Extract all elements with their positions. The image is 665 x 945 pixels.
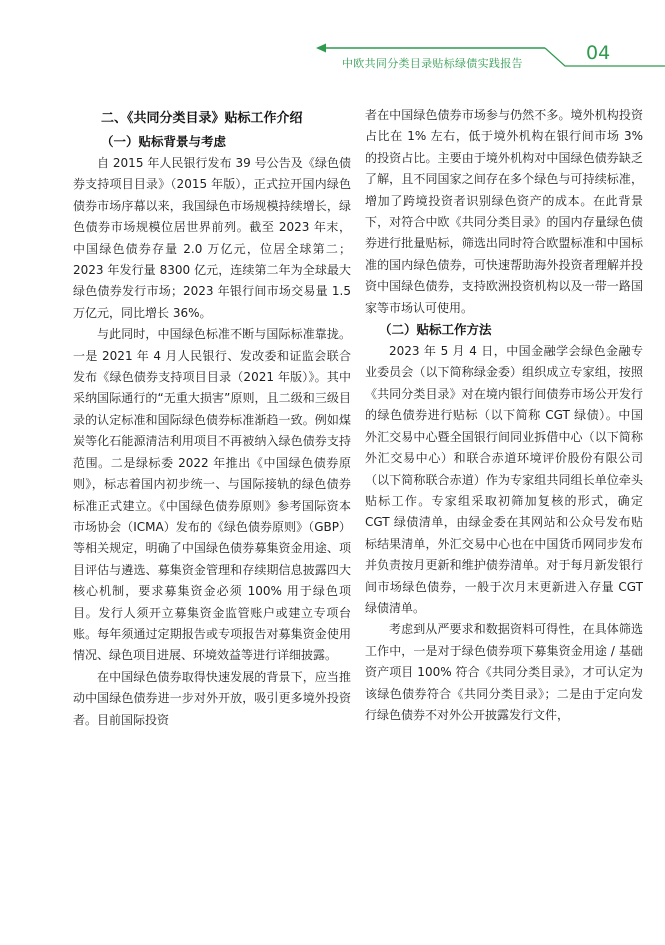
running-header-title: 中欧共同分类目录贴标绿债实践报告 bbox=[342, 57, 523, 70]
header-decoration bbox=[0, 0, 665, 90]
body-paragraph: 与此同时，中国绿色标准不断与国际标准靠拢。一是 2021 年 4 月人民银行、发改委和证监会联合发布《绿色债券支持项目目录（2021 年版）》。其中采纳国际通行的“无重大损害”原则，且二级和三级目录的认定标准和国际绿色债券标准渐趋一致。例如煤炭等化石能源清洁利用项目不再被纳入绿色债券支持范围。二是绿标委 2022 年推出《中国绿色债券原则》，标志着国内初步统一、与国际接轨的绿色债券标准正式建立。《中国绿色债券原则》参考国际资本市场协会（ICMA）发布的《绿色债券原则》（GBP）等相关规定，明确了中国绿色债券募集资金用途、项目评估与遴选、募集资金管理和存续期信息披露四大核心机制，要求募集资金必须 100% 用于绿色项目。发行人须开立募集资金监管账户或建立专项台账。每年须通过定期报告或专项报告对募集资金使用情况、绿色项目进展、环境效益等进行详细披露。 bbox=[73, 327, 351, 663]
body-paragraph: 2023 年 5 月 4 日，中国金融学会绿色金融专业委员会（以下简称绿金委）组织成立专家组，按照《共同分类目录》对在境内银行间债券市场公开发行的绿色债券进行贴标（以下简称 CGT 绿债）。中国外汇交易中心暨全国银行间同业拆借中心（以下简称外汇交易中心）和联合赤道环境评价股份有限公司（以下简称联合赤道）作为专家组共同组长单位牵头贴标工作。专家组采取初筛加复核的形式，确定 CGT 绿债清单，由绿金委在其网站和公众号发布贴标结果清单，外汇交易中心也在中国货币网同步发布并负责按月更新和维护债券清单。对于每月新发银行间市场绿色债券，一般于次月末更新进入存量 CGT 绿债清单。 bbox=[365, 344, 643, 615]
body-paragraph: 考虑到从严要求和数据资料可得性，在具体筛选工作中，一是对于绿色债券项下募集资金用途 / 基础资产项目 100% 符合《共同分类目录》，才可认定为该绿色债券符合《共同分类目录》；二是由于定向发行绿色债券不对外公开披露发行文件， bbox=[365, 622, 643, 722]
section-title: 二、《共同分类目录》贴标工作介绍 bbox=[101, 111, 303, 126]
subsection-title-method: （二）贴标工作方法 bbox=[379, 322, 492, 338]
body-paragraph: 在中国绿色债券取得快速发展的背景下，应当推动中国绿色债券进一步对外开放，吸引更多境外投资者。目前国际投资 bbox=[73, 669, 351, 727]
body-paragraph: 自 2015 年人民银行发布 39 号公告及《绿色债券支持项目目录》（2015 年版），正式拉开国内绿色债券市场序幕以来，我国绿色市场规模持续增长，绿色债券市场规模位居世界前列。截至 2023 年末，中国绿色债券存量 2.0 万亿元，位居全球第二；2023 年发行量 8300 亿元，连续第二年为全球最大绿色债券发行市场；2023 年银行间市场交易量 1.5 万亿元，同比增长 36%。 bbox=[73, 156, 351, 320]
body-paragraph-continued: 者在中国绿色债券市场参与仍然不多。境外机构投资占比在 1% 左右，低于境外机构在银行间市场 3% 的投资占比。主要由于境外机构对中国绿色债券缺乏了解，且不同国家之间存在多个绿色与可持续标准，增加了跨境投资者识别绿色资产的成本。在此背景下，对符合中欧《共同分类目录》的国内存量绿色债券进行批量贴标，筛选出同时符合欧盟标准和中国标准的国内绿色债券，可快速帮助海外投资者理解并投资中国绿色债券，支持欧洲投资机构以及一带一路国家等市场认可使用。 bbox=[365, 108, 643, 315]
right-column bbox=[365, 105, 643, 726]
page-number: 04 bbox=[586, 42, 611, 64]
left-column bbox=[73, 105, 351, 731]
subsection-title-background: （一）贴标背景与考虑 bbox=[101, 134, 227, 149]
